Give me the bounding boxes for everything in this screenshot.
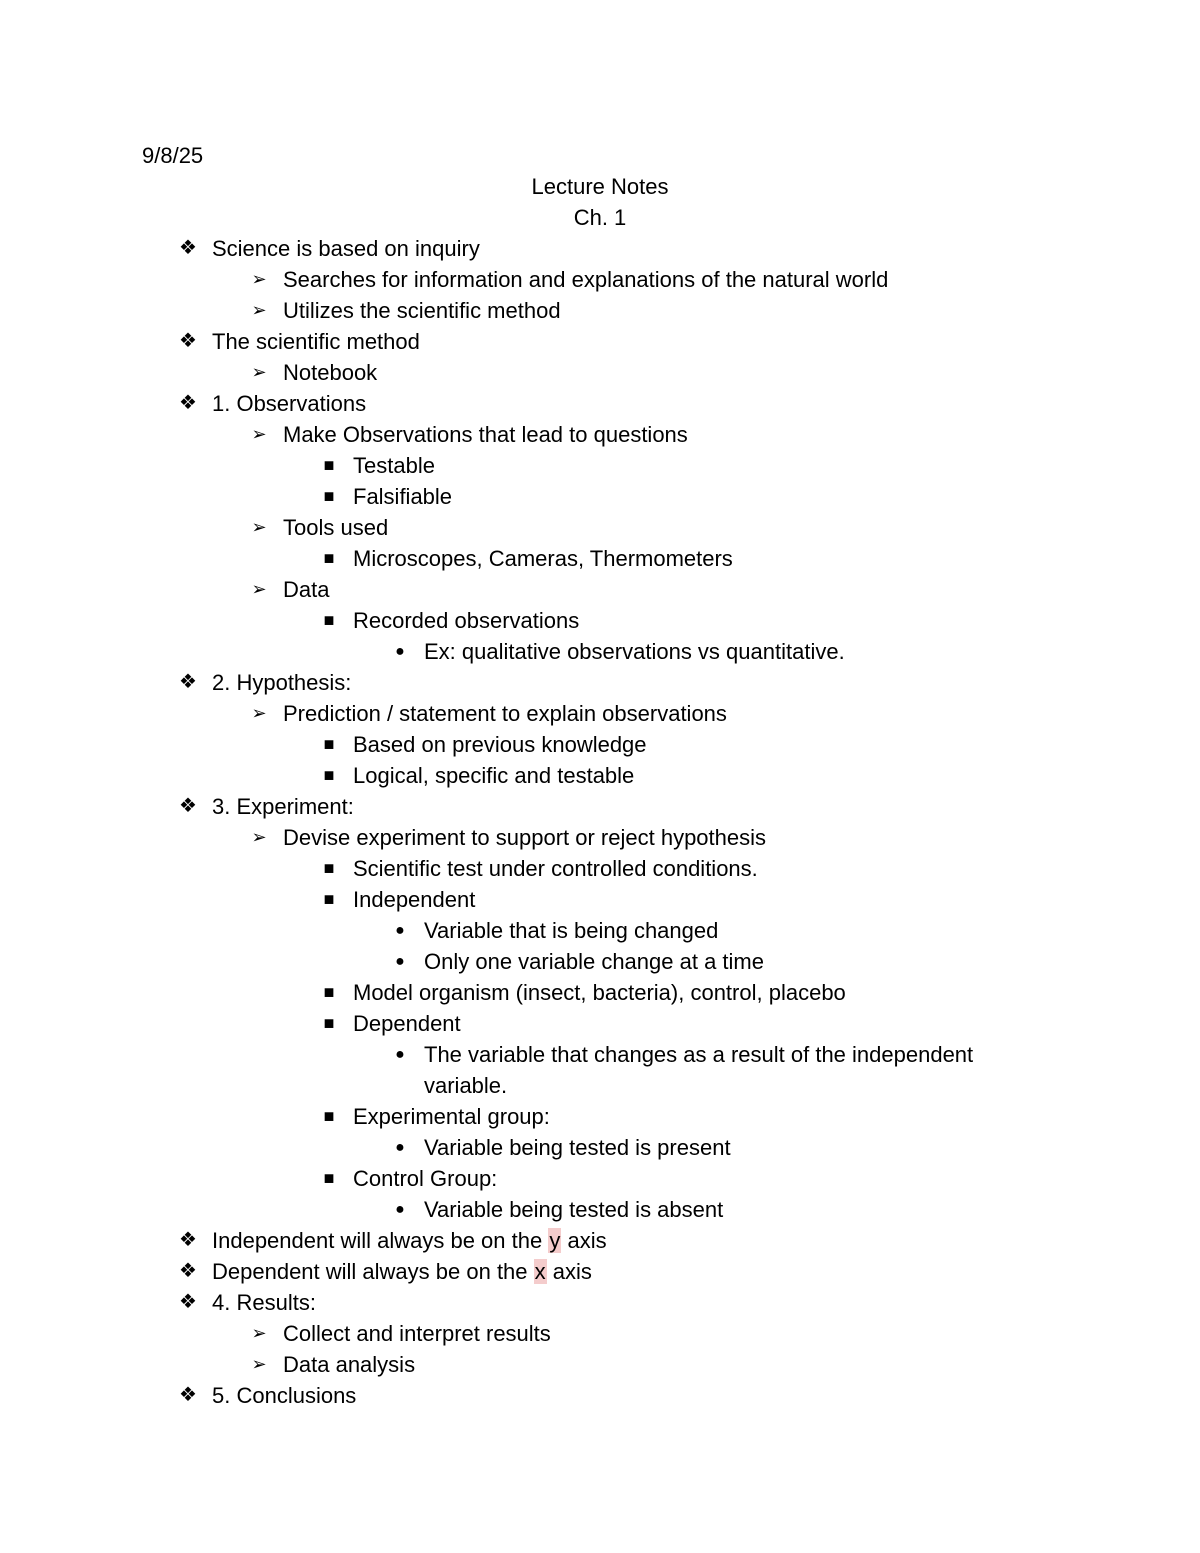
outline-item-level-4 (395, 946, 764, 977)
outline-item-level-3 (323, 1008, 461, 1039)
outline-item-level-3 (323, 1163, 498, 1194)
outline-item-level-1 (179, 388, 367, 419)
item-text: variable. (424, 1073, 508, 1098)
outline-item-level-3 (323, 481, 453, 512)
item-text: Make Observations that lead to questions (283, 422, 688, 447)
item-text: Testable (353, 453, 435, 478)
dot-bullet-icon: ● (395, 1201, 405, 1218)
item-text: axis (561, 1228, 607, 1253)
outline-item-level-2 (251, 295, 561, 326)
arrow-bullet-icon: ➢ (251, 579, 267, 599)
arrow-bullet-icon: ➢ (251, 362, 267, 382)
outline-item-level-3 (323, 729, 647, 760)
note-title: Lecture Notes (531, 174, 669, 199)
outline-item-level-1 (179, 667, 352, 698)
item-text: Experimental group: (353, 1104, 550, 1129)
outline-item-level-1 (179, 1225, 607, 1256)
item-text: The scientific method (212, 329, 420, 354)
outline-item-level-3 (323, 853, 758, 884)
square-bullet-icon: ■ (323, 982, 335, 1002)
item-text: 4. Results: (212, 1290, 316, 1315)
item-text: Data analysis (283, 1352, 416, 1377)
arrow-bullet-icon: ➢ (251, 517, 267, 537)
square-bullet-icon: ■ (323, 889, 335, 909)
outline-item-level-4 (395, 915, 719, 946)
outline-item-level-1 (179, 1380, 357, 1411)
item-text: Variable being tested is present (424, 1135, 731, 1160)
item-text: Based on previous knowledge (353, 732, 647, 757)
note-date: 9/8/25 (142, 143, 204, 168)
item-text: Utilizes the scientific method (283, 298, 561, 323)
item-text: Variable that is being changed (424, 918, 719, 943)
diamond-bullet-icon: ❖ (179, 330, 197, 352)
item-text: Devise experiment to support or reject hypothesis (283, 825, 767, 850)
item-text: Science is based on inquiry (212, 236, 480, 261)
highlighted-text: y (549, 1228, 561, 1253)
outline-item-level-2 (251, 1349, 416, 1380)
square-bullet-icon: ■ (323, 858, 335, 878)
arrow-bullet-icon: ➢ (251, 1323, 267, 1343)
item-text: axis (546, 1259, 592, 1284)
diamond-bullet-icon: ❖ (179, 1229, 197, 1251)
outline-item-level-4 (395, 1039, 974, 1070)
outline-item-level-4 (395, 636, 845, 667)
outline-item-level-2 (251, 357, 378, 388)
square-bullet-icon: ■ (323, 1013, 335, 1033)
outline-item-level-2 (251, 822, 767, 853)
item-text: Model organism (insect, bacteria), control, placebo (353, 980, 846, 1005)
outline-item-level-4 (395, 1194, 724, 1225)
item-text: Prediction / statement to explain observations (283, 701, 727, 726)
square-bullet-icon: ■ (323, 1106, 335, 1126)
item-text: Logical, specific and testable (353, 763, 635, 788)
item-text: Data (283, 577, 330, 602)
dot-bullet-icon: ● (395, 953, 405, 970)
item-text: Dependent (353, 1011, 461, 1036)
arrow-bullet-icon: ➢ (251, 1354, 267, 1374)
outline-item-level-1 (179, 1256, 592, 1287)
item-text: 1. Observations (212, 391, 367, 416)
outline-item-level-2 (251, 574, 330, 605)
square-bullet-icon: ■ (323, 765, 335, 785)
item-text: Microscopes, Cameras, Thermometers (353, 546, 733, 571)
outline-item-level-2 (251, 419, 688, 450)
item-text: Variable being tested is absent (424, 1197, 724, 1222)
item-text: Only one variable change at a time (424, 949, 764, 974)
square-bullet-icon: ■ (323, 455, 335, 475)
outline-item-level-3 (323, 605, 580, 636)
item-text: Independent will always be on the (212, 1228, 549, 1253)
diamond-bullet-icon: ❖ (179, 1384, 197, 1406)
outline-item-level-4 (424, 1070, 507, 1101)
item-text: Notebook (283, 360, 378, 385)
outline-item-level-3 (323, 543, 733, 574)
outline-item-level-4 (395, 1132, 731, 1163)
item-text: Scientific test under controlled conditions. (353, 856, 758, 881)
item-text: Searches for information and explanations of the natural world (283, 267, 889, 292)
item-text: Recorded observations (353, 608, 580, 633)
item-text: 2. Hypothesis: (212, 670, 352, 695)
arrow-bullet-icon: ➢ (251, 424, 267, 444)
arrow-bullet-icon: ➢ (251, 703, 267, 723)
square-bullet-icon: ■ (323, 734, 335, 754)
diamond-bullet-icon: ❖ (179, 1291, 197, 1313)
diamond-bullet-icon: ❖ (179, 392, 197, 414)
outline-item-level-3 (323, 884, 476, 915)
diamond-bullet-icon: ❖ (179, 671, 197, 693)
item-text: Tools used (283, 515, 389, 540)
square-bullet-icon: ■ (323, 548, 335, 568)
outline-item-level-1 (179, 1287, 316, 1318)
diamond-bullet-icon: ❖ (179, 237, 197, 259)
square-bullet-icon: ■ (323, 610, 335, 630)
dot-bullet-icon: ● (395, 1139, 405, 1156)
item-text: Ex: qualitative observations vs quantitative. (424, 639, 845, 664)
dot-bullet-icon: ● (395, 922, 405, 939)
outline-item-level-3 (323, 977, 846, 1008)
square-bullet-icon: ■ (323, 1168, 335, 1188)
dot-bullet-icon: ● (395, 643, 405, 660)
outline-item-level-1 (179, 233, 480, 264)
arrow-bullet-icon: ➢ (251, 300, 267, 320)
diamond-bullet-icon: ❖ (179, 795, 197, 817)
outline-item-level-1 (179, 791, 354, 822)
outline-item-level-1 (179, 326, 420, 357)
outline-item-level-3 (323, 760, 635, 791)
outline-item-level-2 (251, 512, 389, 543)
item-text: Dependent will always be on the (212, 1259, 534, 1284)
item-text: Collect and interpret results (283, 1321, 551, 1346)
item-text: Control Group: (353, 1166, 498, 1191)
square-bullet-icon: ■ (323, 486, 335, 506)
outline-item-level-2 (251, 698, 727, 729)
item-text: The variable that changes as a result of the independent (424, 1042, 974, 1067)
note-subtitle: Ch. 1 (573, 205, 627, 230)
item-text: Independent (353, 887, 476, 912)
arrow-bullet-icon: ➢ (251, 269, 267, 289)
arrow-bullet-icon: ➢ (251, 827, 267, 847)
dot-bullet-icon: ● (395, 1046, 405, 1063)
outline-item-level-3 (323, 1101, 550, 1132)
item-text: Falsifiable (353, 484, 453, 509)
outline-item-level-2 (251, 264, 889, 295)
outline-item-level-2 (251, 1318, 551, 1349)
item-text: 3. Experiment: (212, 794, 354, 819)
diamond-bullet-icon: ❖ (179, 1260, 197, 1282)
highlighted-text: x (534, 1259, 546, 1284)
outline-item-level-3 (323, 450, 435, 481)
item-text: 5. Conclusions (212, 1383, 357, 1408)
